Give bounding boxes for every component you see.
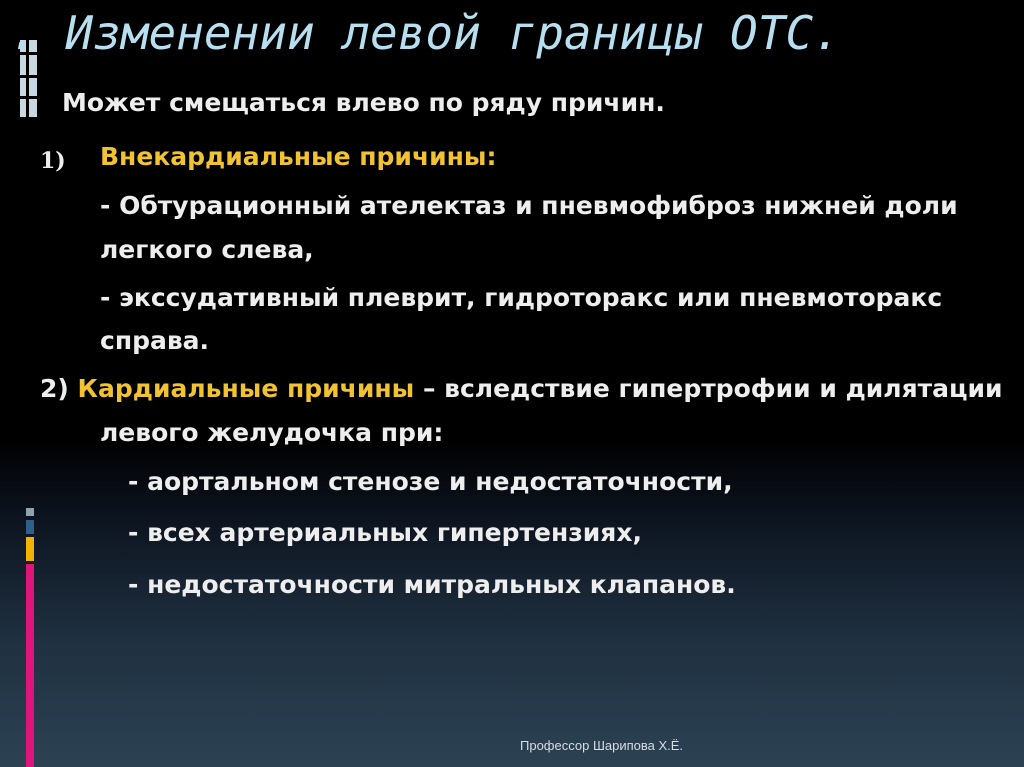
item2-first-line [40, 374, 1003, 403]
item2-heading: Кардиальные причины [77, 374, 415, 403]
item2-continuation: левого желудочка при: [100, 418, 444, 447]
item2-rest: – вследствие гипертрофии и дилятации [414, 374, 1003, 403]
list-number-2: 2) [40, 374, 69, 403]
intro-text: Может смещаться влево по ряду причин. [62, 88, 665, 117]
footer-author: Профессор Шарипова Х.Ё. [520, 738, 684, 753]
list-number-1: 1) [40, 148, 66, 174]
item1-line: справа. [100, 326, 210, 355]
deco-bar [20, 99, 26, 117]
item1-line: - экссудативный плеврит, гидроторакс или пневмоторакс [100, 283, 943, 312]
deco-bar [20, 78, 26, 96]
item2-bullet: - всех артериальных гипертензиях, [128, 518, 642, 547]
deco-bar [26, 520, 34, 534]
item1-heading: Внекардиальные причины: [100, 142, 497, 171]
deco-bar [26, 508, 34, 516]
deco-bar [26, 564, 34, 767]
deco-bar [29, 78, 37, 96]
decorative-bars [0, 0, 40, 767]
deco-bar [26, 537, 34, 561]
deco-bar [29, 99, 37, 117]
item1-line: легкого слева, [100, 235, 314, 264]
item1-line: - Обтурационный ателектаз и пневмофиброз нижней доли [100, 191, 958, 220]
item2-bullet: - аортальном стенозе и недостаточности, [128, 467, 733, 496]
slide-title: . Изменении левой границы ОТС. [10, 6, 841, 60]
item2-bullet: - недостаточности митральных клапанов. [128, 570, 736, 599]
